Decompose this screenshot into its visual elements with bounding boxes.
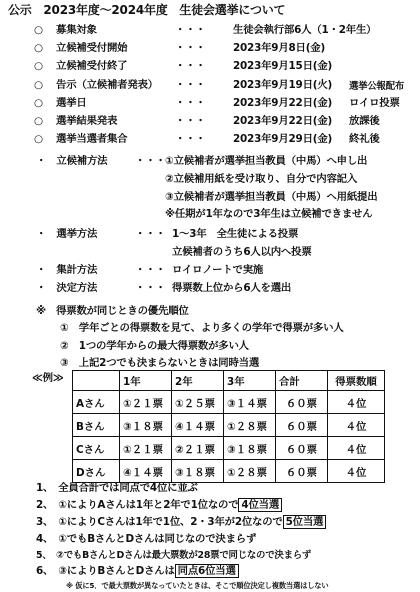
method-label: ・ 集計方法 <box>36 264 98 276</box>
table-cell: ①２５票 <box>172 391 224 414</box>
schedule-label: 立候補受付終了 <box>56 60 128 72</box>
bullet-circle: ○ <box>34 79 43 91</box>
schedule-value: 生徒会執行部6人（1・2年生） <box>233 24 377 36</box>
example-table <box>72 370 385 483</box>
table-cell: ①２８票 <box>224 460 276 483</box>
result-badge: 4位当選 <box>238 498 282 512</box>
bullet-circle: ○ <box>34 115 43 127</box>
table-header-row <box>73 371 385 391</box>
method-line: ①立候補者が選挙担当教員（中馬）へ申し出 <box>165 155 368 167</box>
table-cell: ４位 <box>328 437 385 460</box>
schedule-note: 終礼後 <box>349 133 380 145</box>
method-label: ・ 立候補方法 <box>36 155 108 167</box>
header-cell: 3年 <box>224 371 276 391</box>
schedule-label: 選挙日 <box>56 97 87 109</box>
table-cell: ４位 <box>328 414 385 437</box>
table-cell: ②２１票 <box>172 437 224 460</box>
method-dots: ・・・ <box>135 282 166 294</box>
table-cell: Aさん <box>73 391 120 414</box>
result-line <box>36 565 239 578</box>
method-line: 得票数上位から6人を選出 <box>172 282 292 294</box>
table-row <box>73 414 385 437</box>
schedule-dots: ・・・ <box>175 24 206 36</box>
schedule-note: ロイロ投票 <box>349 97 400 109</box>
schedule-dots: ・・・ <box>175 133 206 145</box>
method-label: ・ 決定方法 <box>36 282 98 294</box>
method-dots: ・・・ <box>135 228 166 240</box>
method-line: ②立候補用紙を受け取り、自分で内容記入 <box>165 173 358 185</box>
table-cell: ③１８票 <box>172 460 224 483</box>
header-cell: 合計 <box>276 371 328 391</box>
schedule-label: 募集対象 <box>56 24 97 36</box>
priority-rule: ① 学年ごとの得票数を見て、より多くの学年で得票が多い人 <box>60 322 344 334</box>
table-cell: ６０票 <box>276 414 328 437</box>
header-cell: 2年 <box>172 371 224 391</box>
method-dots: ・・・ <box>135 264 166 276</box>
schedule-dots: ・・・ <box>175 97 206 109</box>
method-line: ③立候補者が選挙担当教員（中馬）へ用紙提出 <box>165 191 378 203</box>
result-line <box>36 499 282 512</box>
method-line: 立候補者のうち6人以内へ投票 <box>172 246 312 258</box>
schedule-note: 選挙公報配布 <box>349 81 405 92</box>
bullet-circle: ○ <box>34 97 43 109</box>
table-cell: ①２１票 <box>120 391 172 414</box>
bullet-circle: ○ <box>34 133 43 145</box>
schedule-dots: ・・・ <box>175 42 206 54</box>
header-cell: 得票数順 <box>328 371 385 391</box>
priority-rule: ③ 上記2つでも決まらないときは同時当選 <box>60 357 260 369</box>
priority-rule: ② 1つの学年からの最大得票数が多い人 <box>60 340 249 352</box>
result-badge: 5位当選 <box>283 515 327 529</box>
table-cell: ４位 <box>328 391 385 414</box>
method-line: ※任期が1年なので3年生は立候補できません <box>165 208 373 220</box>
schedule-value: 2023年9月8日(金) <box>233 42 326 54</box>
schedule-value: 2023年9月22日(金) <box>233 97 333 109</box>
header-cell <box>73 371 120 391</box>
result-text: 6、 ③によりBさんとDさんは <box>36 565 175 577</box>
example-label: ≪例≫ <box>32 372 64 384</box>
schedule-dots: ・・・ <box>175 115 206 127</box>
table-cell: ６０票 <box>276 460 328 483</box>
method-line: ロイロノートで実施 <box>172 264 264 276</box>
schedule-value: 2023年9月15日(金) <box>233 60 333 72</box>
result-line <box>36 482 198 495</box>
table-cell: Cさん <box>73 437 120 460</box>
table-cell: ６０票 <box>276 391 328 414</box>
table-cell: Bさん <box>73 414 120 437</box>
method-line: 1～3年 全生徒による投票 <box>172 228 299 240</box>
table-cell: ④１４票 <box>172 414 224 437</box>
result-line <box>36 549 311 562</box>
table-cell: ③１８票 <box>224 437 276 460</box>
page-title: 公示 2023年度～2024年度 生徒会選挙について <box>8 3 286 17</box>
schedule-dots: ・・・ <box>175 60 206 72</box>
table-cell: ③１４票 <box>224 391 276 414</box>
table-row <box>73 391 385 414</box>
schedule-dots: ・・・ <box>175 79 206 91</box>
schedule-note: 放課後 <box>349 115 380 127</box>
table-cell: ④１４票 <box>120 460 172 483</box>
header-cell: 1年 <box>120 371 172 391</box>
result-badge: 同点6位当選 <box>175 564 239 578</box>
result-line <box>36 533 256 546</box>
table-row <box>73 460 385 483</box>
table-cell: ①２１票 <box>120 437 172 460</box>
result-text: 2、 ①によりAさんは1年と2年で1位なので <box>36 499 239 511</box>
result-text: 5、 ②でもBさんとDさんは最大票数が28票で同じなので決まらず <box>36 550 312 561</box>
bullet-circle: ○ <box>34 24 43 36</box>
schedule-label: 選挙結果発表 <box>56 115 118 127</box>
schedule-value: 2023年9月19日(火) <box>233 79 333 91</box>
table-cell: ４位 <box>328 460 385 483</box>
bullet-circle: ○ <box>34 42 43 54</box>
result-text: 4、 ①でもBさんとDさんは同じなので決まらず <box>36 533 257 545</box>
table-row <box>73 437 385 460</box>
result-text: 1、 全員合計では同点で4位に並ぶ <box>36 482 198 494</box>
priority-heading: ※ 得票数が同じときの優先順位 <box>36 305 189 317</box>
method-dots: ・・・ <box>135 155 166 167</box>
schedule-label: 告示（立候補者発表） <box>56 79 158 91</box>
schedule-value: 2023年9月22日(金) <box>233 115 333 127</box>
footnote: ※ 仮に5．で最大票数が異なっていたときは、そこで順位決定し複数当選はしない <box>66 581 329 590</box>
result-text: 3、 ①によりCさんは1年で1位、2・3年が2位なので <box>36 516 283 528</box>
schedule-label: 立候補受付開始 <box>56 42 128 54</box>
table-cell: ③１８票 <box>120 414 172 437</box>
result-line <box>36 516 326 529</box>
schedule-label: 選挙当選者集合 <box>56 133 128 145</box>
schedule-value: 2023年9月29日(金) <box>233 133 333 145</box>
table-cell: ６０票 <box>276 437 328 460</box>
table-cell: ①２８票 <box>224 414 276 437</box>
table-cell: Dさん <box>73 460 120 483</box>
bullet-circle: ○ <box>34 60 43 72</box>
method-label: ・ 選挙方法 <box>36 228 98 240</box>
